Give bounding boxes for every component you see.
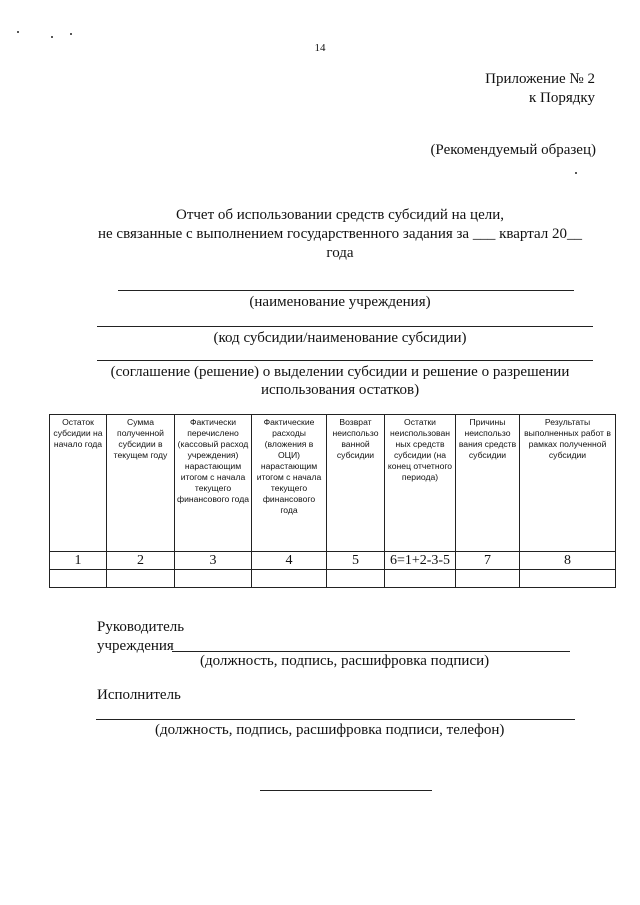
header-cell: Фактические расходы (вложения в ОЦИ) нарастающим итогом с начала текущего финансового года <box>252 415 327 552</box>
column-number: 5 <box>327 552 385 570</box>
appendix-line-1: Приложение № 2 <box>485 71 595 87</box>
header-cell: Причины неиспользо вания средств субсидии <box>456 415 520 552</box>
header-cell: Фактически перечислено (кассовый расход учреждения) нарастающим итогом с начала текущего финансового года <box>175 415 252 552</box>
data-cell[interactable] <box>252 570 327 588</box>
head-label-line-2: учреждения <box>97 638 174 654</box>
header-cell: Сумма полученной субсидии в текущем году <box>107 415 175 552</box>
agreement-caption-line-2: использования остатков) <box>260 382 420 398</box>
institution-name-line[interactable] <box>118 290 574 291</box>
data-cell[interactable] <box>327 570 385 588</box>
column-number: 4 <box>252 552 327 570</box>
table-data-row[interactable] <box>50 570 616 588</box>
column-number: 6=1+2-3-5 <box>385 552 456 570</box>
appendix-reference <box>485 70 595 108</box>
title-line-1: Отчет об использовании средств субсидий на цели, <box>175 207 505 223</box>
data-cell[interactable] <box>50 570 107 588</box>
executor-signature-line[interactable] <box>96 719 575 720</box>
report-table <box>49 414 616 588</box>
institution-caption: (наименование учреждения) <box>249 294 431 310</box>
table-header-row <box>50 415 616 552</box>
head-caption: (должность, подпись, расшифровка подписи) <box>200 653 490 669</box>
data-cell[interactable] <box>456 570 520 588</box>
subsidy-code-line[interactable] <box>97 326 593 327</box>
agreement-caption-line-1: (соглашение (решение) о выделении субсидии и решение о разрешении <box>110 364 570 380</box>
title-line-3: года <box>326 245 354 261</box>
subsidy-caption: (код субсидии/наименование субсидии) <box>213 330 467 346</box>
document-title <box>80 206 600 263</box>
page-number: 14 <box>314 42 326 54</box>
column-number: 1 <box>50 552 107 570</box>
header-cell: Остатки неиспользован ных средств субсидии (на конец отчетного периода) <box>385 415 456 552</box>
column-number: 3 <box>175 552 252 570</box>
executor-caption: (должность, подпись, расшифровка подписи, телефон) <box>155 722 505 738</box>
scan-speck <box>70 33 72 35</box>
data-cell[interactable] <box>385 570 456 588</box>
data-cell[interactable] <box>107 570 175 588</box>
header-cell: Остаток субсидии на начало года <box>50 415 107 552</box>
column-number: 2 <box>107 552 175 570</box>
column-number: 8 <box>520 552 616 570</box>
column-number: 7 <box>456 552 520 570</box>
header-cell: Возврат неиспользо ванной субсидии <box>327 415 385 552</box>
table-number-row <box>50 552 616 570</box>
data-cell[interactable] <box>175 570 252 588</box>
executor-label: Исполнитель <box>97 687 181 703</box>
header-cell: Результаты выполненных работ в рамках полученной субсидии <box>520 415 616 552</box>
end-separator-line <box>260 790 432 791</box>
scan-speck <box>17 31 19 33</box>
head-label-line-1: Руководитель <box>97 619 185 635</box>
scan-speck <box>51 36 53 38</box>
data-cell[interactable] <box>520 570 616 588</box>
sample-label: (Рекомендуемый образец) <box>430 142 596 158</box>
agreement-caption <box>60 363 620 399</box>
title-line-2: не связанные с выполнением государственного задания за ___ квартал 20__ <box>98 226 582 242</box>
scan-speck <box>575 172 577 174</box>
appendix-line-2: к Порядку <box>529 90 595 106</box>
agreement-line[interactable] <box>97 360 593 361</box>
